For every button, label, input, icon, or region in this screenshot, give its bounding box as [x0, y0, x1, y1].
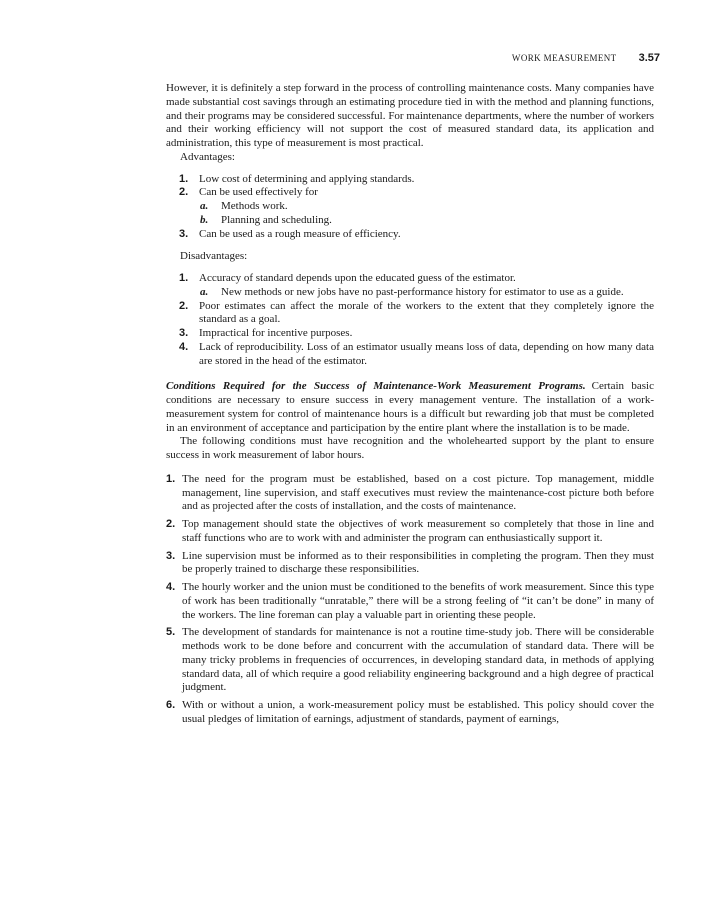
conditions-list: [166, 473, 654, 727]
sub-list-letter: b.: [200, 213, 209, 226]
list-item: [166, 186, 654, 227]
advantages-label: Advantages:: [180, 150, 235, 163]
list-text: Impractical for incentive purposes.: [199, 327, 353, 339]
disadvantages-sublist: [199, 286, 654, 300]
sub-list-text: Planning and scheduling.: [221, 213, 332, 226]
list-number: 1.: [166, 472, 176, 485]
disadvantages-list: [166, 272, 654, 368]
list-item: [166, 228, 654, 242]
sub-list-item: [199, 200, 654, 214]
list-item: [166, 518, 654, 546]
list-item: [166, 341, 654, 369]
list-item: [166, 699, 654, 727]
list-text: The development of standards for maintenance is not a routine time-study job. There will be considerable methods work to be done before and concurrent with the accumulation of standard data. There will be many tricky problems in frequencies of occurrences, in developing standard data, in methods of applying standard data, all of which require a good reliability engineering background and a high degree of practical judgment.: [182, 626, 654, 694]
list-text: Poor estimates can affect the morale of the workers to the extent that they completely ignore the standard as a goal.: [199, 299, 654, 326]
list-item: [166, 626, 654, 695]
sub-list-letter: a.: [200, 200, 209, 212]
running-title: WORK MEASUREMENT: [511, 53, 617, 63]
list-item: [166, 473, 654, 514]
running-head: [512, 52, 660, 64]
list-number: 2.: [179, 299, 189, 312]
list-number: 1.: [179, 172, 189, 185]
list-text: Low cost of determining and applying standards.: [199, 172, 415, 185]
list-number: 2.: [166, 518, 176, 530]
advantages-sublist: [199, 200, 654, 228]
list-text: Accuracy of standard depends upon the educated guess of the estimator.: [199, 272, 516, 284]
sub-list-text: Methods work.: [221, 200, 288, 212]
conditions-text: Certain basic conditions are necessary to ensure success in every management venture. The installation of a work-measurement system for control of maintenance hours is a difficult but rewarding job that must be completed in an environment of acceptance and participation by the entire plant where the installation is to be made.: [166, 380, 654, 434]
sub-list-text: New methods or new jobs have no past-performance history for estimator to use as a guide.: [221, 285, 624, 298]
list-number: 6.: [166, 699, 176, 711]
list-text: Can be used effectively for: [199, 186, 318, 199]
list-text: Line supervision must be informed as to their responsibilities in completing the program. Then they must be properly trained to discharge these responsibilities.: [182, 549, 654, 576]
sub-list-letter: a.: [200, 285, 209, 298]
list-item: [166, 581, 654, 622]
disadvantages-label: Disadvantages:: [180, 250, 248, 263]
list-text: With or without a union, a work-measurement policy must be established. This policy should cover the usual pledges of limitation of earnings, adjustment of standards, payment of earnings,: [182, 699, 654, 725]
advantages-list: [166, 173, 654, 242]
list-number: 3.: [179, 327, 189, 339]
list-text: Lack of reproducibility. Loss of an estimator usually means loss of data, depending on how many data are stored in the head of the estimator.: [199, 340, 654, 367]
list-item: [166, 327, 654, 341]
conditions-paragraph: [166, 380, 654, 435]
list-number: 2.: [179, 186, 189, 199]
list-item: [166, 272, 654, 300]
sub-list-item: [199, 286, 654, 300]
list-item: [166, 300, 654, 328]
list-item: [166, 550, 654, 578]
list-number: 3.: [166, 549, 176, 562]
sub-list-item: [199, 214, 654, 228]
list-number: 4.: [166, 581, 176, 593]
conditions-heading: Conditions Required for the Success of Maintenance-Work Measurement Programs.: [166, 380, 586, 393]
list-text: Can be used as a rough measure of efficiency.: [199, 227, 401, 240]
page-number: 3.57: [638, 52, 660, 64]
list-text: The need for the program must be established, based on a cost picture. Top management, middle management, line supervision, and staff executives must review the maintenance-cost picture both before and as projected after the costs of installation, and the costs of maintenance.: [182, 472, 654, 513]
list-number: 1.: [179, 272, 189, 284]
conditions-intro-paragraph: The following conditions must have recognition and the wholehearted support by the plant to ensure success in work measurement of labor hours.: [166, 435, 654, 461]
list-number: 3.: [179, 227, 189, 240]
page-body: [166, 82, 654, 731]
list-item: [166, 173, 654, 187]
list-number: 4.: [179, 340, 189, 353]
list-number: 5.: [166, 626, 176, 639]
list-text: Top management should state the objectives of work measurement so completely that those in line and staff functions who are to work with and administer the program can enthusiastically support it.: [182, 518, 654, 544]
list-text: The hourly worker and the union must be conditioned to the benefits of work measurement. Since this type of work has been traditionally “unratable,” there will be a strong feeling of “it can’t be done” in many of the workers. The line foreman can play a valuable part in orienting these people.: [182, 581, 654, 621]
intro-paragraph: However, it is definitely a step forward in the process of controlling maintenance costs. Many companies have made substantial cost savings through an estimating procedure tied in with the method and planning functions, and their programs may be considered successful. For maintenance departments, where the number of workers and their working efficiency will not support the cost of measured standard data, its application and administration, this type of measurement is most practical.: [166, 82, 654, 149]
